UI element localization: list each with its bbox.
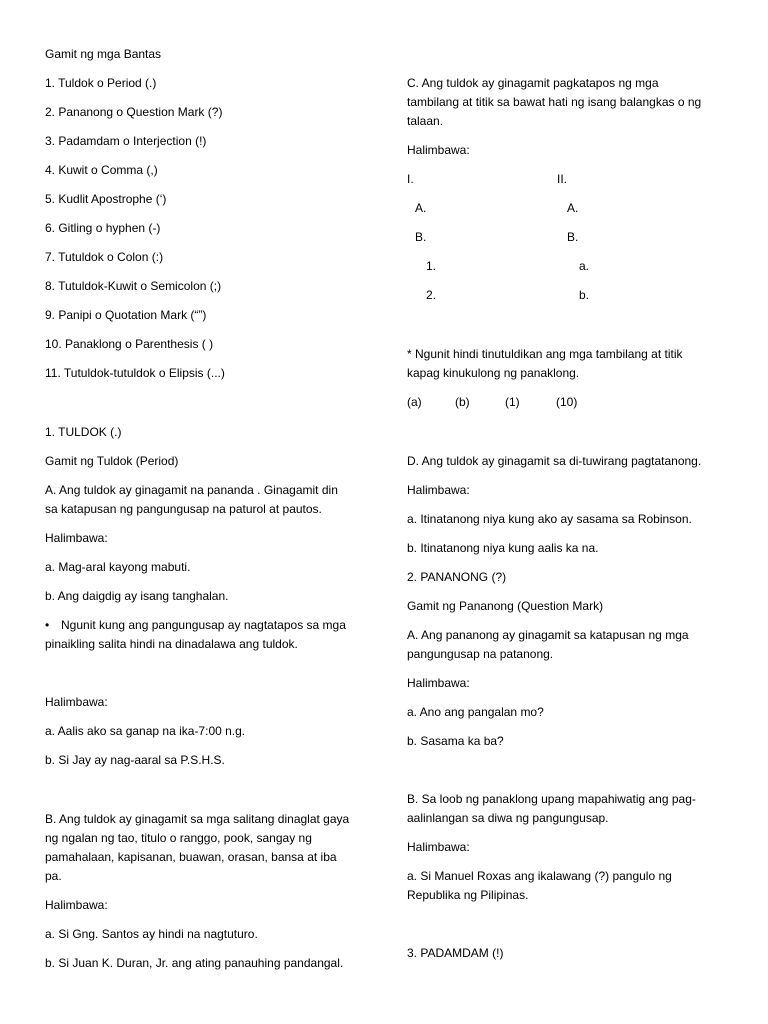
- rule-a-line: sa katapusan ng pangungusap na paturol at pautos.: [45, 502, 322, 516]
- example-label: Halimbawa:: [45, 898, 108, 912]
- rule-qa-line: pangungusap na patanong.: [407, 647, 554, 661]
- section-title-padamdam: 3. PADAMDAM (!): [407, 946, 504, 960]
- outline-number: 1.: [426, 259, 437, 273]
- page-heading: Gamit ng mga Bantas: [45, 47, 162, 61]
- bullet-icon: •: [45, 618, 50, 632]
- outline-letter: B.: [415, 230, 427, 244]
- example-item: a. Mag-aral kayong mabuti.: [45, 560, 191, 574]
- list-item: 10. Panaklong o Parenthesis ( ): [45, 337, 214, 351]
- outline-letter: A.: [415, 201, 427, 215]
- note-line: * Ngunit hindi tinutuldikan ang mga tambilang at titik: [407, 347, 683, 361]
- example-label: Halimbawa:: [407, 483, 470, 497]
- list-item: 6. Gitling o hyphen (-): [45, 221, 161, 235]
- rule-d: D. Ang tuldok ay ginagamit sa di-tuwirang pagtatanong.: [407, 454, 702, 468]
- example-item: b. Si Jay ay nag-aaral sa P.S.H.S.: [45, 753, 225, 767]
- list-item: 3. Padamdam o Interjection (!): [45, 134, 207, 148]
- outline-letter: B.: [567, 230, 579, 244]
- outline-roman-2: II.: [557, 172, 568, 186]
- bullet-note-line: Ngunit kung ang pangungusap ay nagtatapos sa mga: [61, 618, 346, 632]
- paren-example: (10): [556, 395, 578, 409]
- rule-b-line: pa.: [45, 869, 62, 883]
- paren-example: (a): [407, 395, 422, 409]
- example-label: Halimbawa:: [407, 143, 470, 157]
- example-label: Halimbawa:: [45, 695, 108, 709]
- outline-lowercase: a.: [579, 259, 590, 273]
- list-item: 4. Kuwit o Comma (,): [45, 163, 158, 177]
- rule-b-line: pamahalaan, kapisanan, buawan, orasan, bansa at iba: [45, 850, 337, 864]
- example-item: b. Itinatanong niya kung aalis ka na.: [407, 541, 599, 555]
- outline-lowercase: b.: [579, 288, 590, 302]
- rule-c-line: talaan.: [407, 114, 444, 128]
- example-item: b. Sasama ka ba?: [407, 734, 504, 748]
- outline-letter: A.: [567, 201, 579, 215]
- paren-example: (1): [505, 395, 520, 409]
- example-item: a. Ano ang pangalan mo?: [407, 705, 544, 719]
- example-item: a. Aalis ako sa ganap na ika-7:00 n.g.: [45, 724, 246, 738]
- example-item: a. Si Gng. Santos ay hindi na nagtuturo.: [45, 927, 258, 941]
- list-item: 8. Tutuldok-Kuwit o Semicolon (;): [45, 279, 222, 293]
- example-label: Halimbawa:: [407, 840, 470, 854]
- rule-c-line: tambilang at titik sa bawat hati ng isang balangkas o ng: [407, 95, 702, 109]
- section-title-tuldok: 1. TULDOK (.): [45, 425, 122, 439]
- paren-example: (b): [455, 395, 470, 409]
- example-item: a. Itinatanong niya kung ako ay sasama sa Robinson.: [407, 512, 692, 526]
- example-item: Republika ng Pilipinas.: [407, 888, 529, 902]
- list-item: 11. Tutuldok-tutuldok o Elipsis (...): [45, 366, 225, 380]
- bullet-note-line: pinaikling salita hindi na dinadalawa ang tuldok.: [45, 637, 298, 651]
- list-item: 1. Tuldok o Period (.): [45, 76, 157, 90]
- example-label: Halimbawa:: [45, 531, 108, 545]
- outline-number: 2.: [426, 288, 437, 302]
- section-subtitle: Gamit ng Pananong (Question Mark): [407, 599, 604, 613]
- note-line: kapag kinukulong ng panaklong.: [407, 366, 580, 380]
- rule-qb-line: aalinlangan sa diwa ng pangungusap.: [407, 811, 609, 825]
- list-item: 5. Kudlit Apostrophe (‘): [45, 192, 167, 206]
- section-title-pananong: 2. PANANONG (?): [407, 570, 507, 584]
- list-item: 9. Panipi o Quotation Mark (“”): [45, 308, 207, 322]
- example-item: b. Ang daigdig ay isang tanghalan.: [45, 589, 229, 603]
- outline-roman-1: I.: [407, 172, 414, 186]
- list-item: 2. Pananong o Question Mark (?): [45, 105, 223, 119]
- rule-qa-line: A. Ang pananong ay ginagamit sa katapusan ng mga: [407, 628, 689, 642]
- list-item: 7. Tutuldok o Colon (:): [45, 250, 164, 264]
- rule-qb-line: B. Sa loob ng panaklong upang mapahiwatig ang pag-: [407, 792, 696, 806]
- rule-c-line: C. Ang tuldok ay ginagamit pagkatapos ng mga: [407, 76, 659, 90]
- example-label: Halimbawa:: [407, 676, 470, 690]
- rule-b-line: ng ngalan ng tao, titulo o ranggo, pook, sangay ng: [45, 831, 312, 845]
- example-item: b. Si Juan K. Duran, Jr. ang ating panauhing pandangal.: [45, 956, 344, 970]
- example-item: a. Si Manuel Roxas ang ikalawang (?) pangulo ng: [407, 869, 672, 883]
- rule-a-line: A. Ang tuldok ay ginagamit na pananda . Ginagamit din: [45, 483, 338, 497]
- section-subtitle: Gamit ng Tuldok (Period): [45, 454, 179, 468]
- rule-b-line: B. Ang tuldok ay ginagamit sa mga salitang dinaglat gaya: [45, 812, 350, 826]
